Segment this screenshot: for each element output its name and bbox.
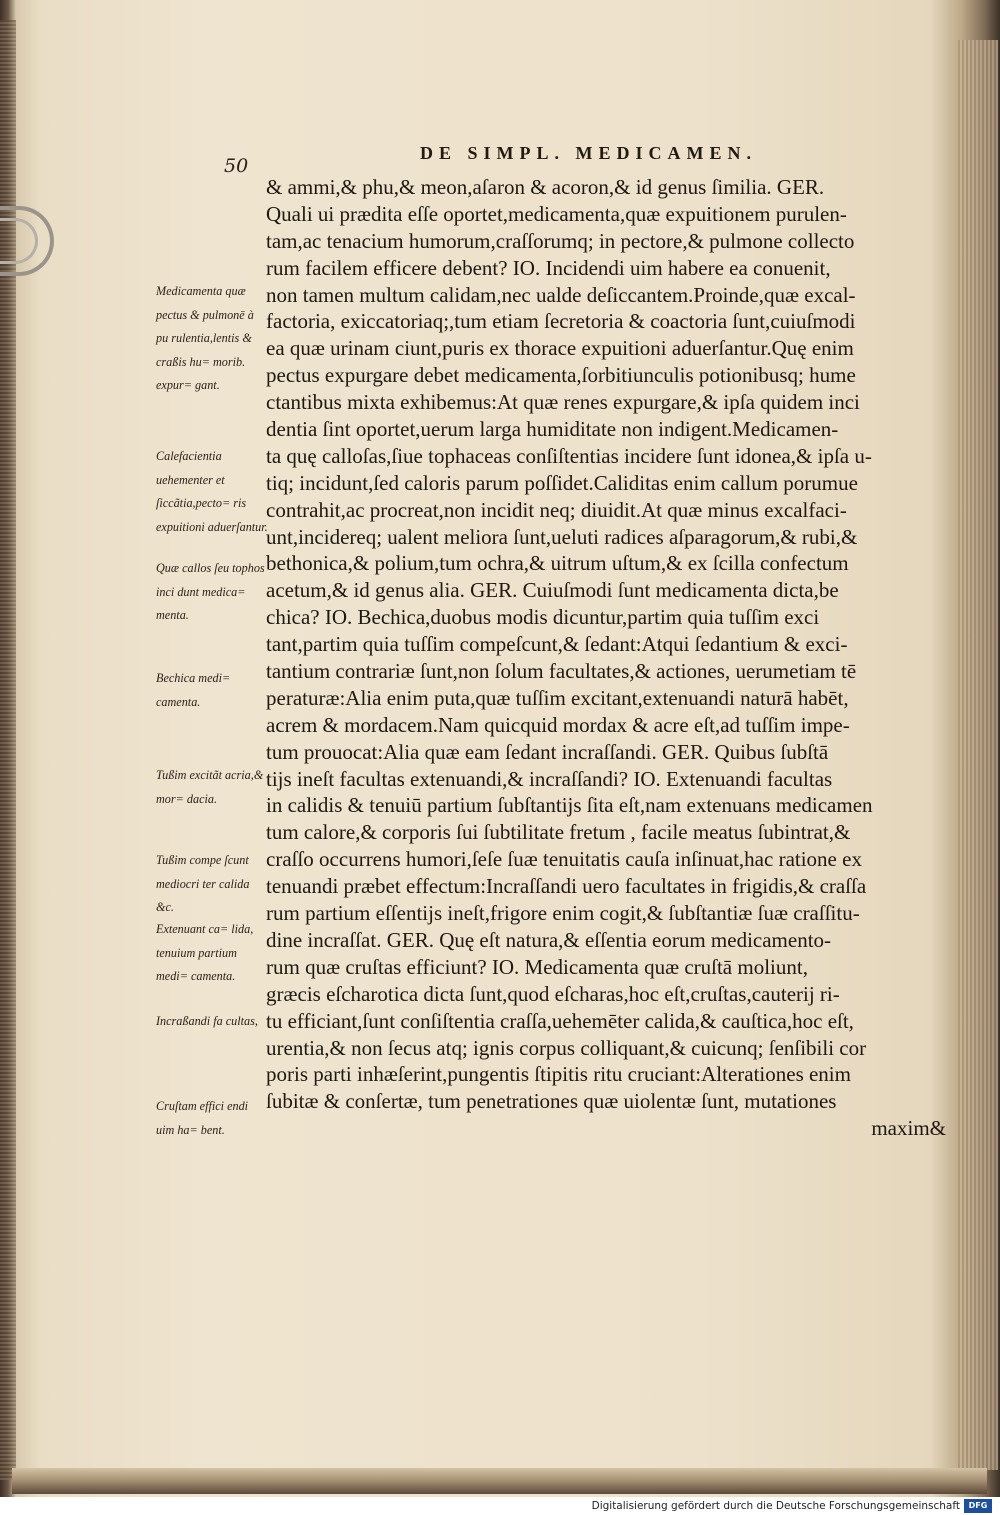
margin-note: Tußim compe ſcunt mediocri ter calida &c. [156,853,250,914]
text-line: tum calore,& corporis ſui ſubtilitate fretum , facile meatus ſubintrat,& [266,820,851,845]
text-line: & ammi,& phu,& meon,aſaron & acoron,& id genus ſimilia. GER. [266,175,825,199]
body-text [266,174,946,1142]
text-line: ctantibus mixta exhibemus:At quæ renes expurgare,& ipſa quidem inci [266,390,860,415]
margin-note: Cruſtam effici endi uim ha= bent. [156,1099,249,1137]
text-line: factoria, exiccatoriaq;,tum etiam ſecretoria & coactoria ſunt,cuiuſmodi [266,309,856,334]
text-line: rum partium eſſentijs ineſt,frigore enim cogit,& ſubſtantiæ ſuæ craſſitu- [266,901,860,926]
page-edge-right [958,40,998,1470]
margin-note: Incraßandi fa cultas, [156,1014,258,1028]
text-line: unt,incidereq; ualent meliora ſunt,ueluti radices aſparagorum,& rubi,& [266,524,858,549]
text-line: Quali ui prædita eſſe oportet,medicamenta,quæ expuitionem purulen- [266,201,847,226]
footer-credit: Digitalisierung gefördert durch die Deutsche Forschungsgemeinschaft [591,1500,960,1512]
page-edge-bottom [12,1468,987,1494]
text-line: tenuandi præbet effectum:Incraſſandi uero facultates in frigidis,& craſſa [266,874,867,899]
margin-note: Bechica medi= camenta. [156,671,231,709]
dfg-logo: DFG [964,1499,992,1513]
text-line: rum facilem efficere debent? IO. Incidendi uim habere ea conuenit, [266,255,831,280]
text-line: tijs ineſt facultas extenuandi,& incraſſandi? IO. Extenuandi facultas [266,766,833,791]
page-number: 50 [224,155,249,177]
text-line: tiq; incidunt,ſed caloris parum poſſidet.Caliditas enim callum porumue [266,470,858,495]
margin-note: Calefacientia uehementer et ſiccãtia,pecto= ris expuitioni aduerſantur. [156,449,268,534]
text-line: ſubitæ & conſertæ, tum penetrationes quæ uiolentæ ſunt, mutationes [266,1089,837,1114]
running-head: DE SIMPL. MEDICAMEN. [420,143,758,163]
text-line: bethonica,& polium,tum ochra,& uitrum uſtum,& ex ſcilla confectum [266,551,849,576]
text-line: tantium contrariæ ſunt,non ſolum facultates,& actiones, uerumetiam tē [266,659,857,684]
text-line: dentia ſint oportet,uerum larga humiditate non indigent.Medicamen- [266,417,839,442]
text-line: græcis eſcharotica dicta ſunt,quod eſcharas,hoc eſt,cruſtas,cauterij ri- [266,981,840,1006]
margin-note: Medicamenta quæ pectus & pulmonē à pu rulentia,lentis & craßis hu= morib. expur= gant. [156,284,254,392]
margin-note: Extenuant ca= lida, tenuium partium medi= camenta. [156,922,254,983]
text-line: contrahit,ac procreat,non incidit neq; diuidit.At quæ minus excalfaci- [266,497,847,522]
text-line: in calidis & tenuiū partium ſubſtantijs ſita eſt,nam extenuans medicamen [266,793,873,818]
text-line: tu efficiant,ſunt conſiſtentia craſſa,uehemēter calida,& cauſtica,hoc eſt, [266,1008,854,1033]
text-line: maxim& [871,1116,946,1141]
margin-note: Tußim excitãt acria,& mor= dacia. [156,768,264,806]
text-line: ta quę calloſas,ſiue tophaceas conſiſtentias incidere ſunt idonea,& ipſa u- [266,443,872,468]
text-line: peraturæ:Alia enim puta,quæ tuſſim excitant,extenuandi naturā habēt, [266,685,849,710]
text-line: craſſo occurrens humori,ſeſe ſuæ tenuitatis cauſa inſinuat,hac ratione ex [266,847,862,872]
text-line: rum quæ cruſtas efficiunt? IO. Medicamenta quæ cruſtā moliunt, [266,954,808,979]
text-line: chica? IO. Bechica,duobus modis dicuntur,partim quia tuſſim exci [266,605,820,630]
text-line: dine incraſſat. GER. Quę eſt natura,& eſſentia eorum medicamento- [266,927,832,952]
text-line: poris parti inhæſerint,pungentis ſtipitis ritu cruciant:Alterationes enim [266,1062,851,1087]
text-line: tam,ac tenacium humorum,craſſorumq; in pectore,& pulmone collecto [266,228,855,253]
text-line: acetum,& id genus alia. GER. Cuiuſmodi ſunt medicamenta dicta,be [266,578,839,603]
text-line: tant,partim quia tuſſim compeſcunt,& ſedant:Atqui ſedantium & exci- [266,632,848,657]
text-line: pectus expurgare debet medicamenta,ſorbitiunculis potionibusq; hume [266,363,856,388]
margin-note: Quæ callos ſeu tophos inci dunt medica= menta. [156,561,265,622]
text-line: urentia,& non ſecus atq; ignis corpus colliquant,& cuicunq; ſenſibili cor [266,1035,867,1060]
text-line: acrem & mordacem.Nam quicquid mordax & acre eſt,ad tuſſim impe- [266,712,850,737]
text-line: tum prouocat:Alia quæ eam ſedant incraſſandi. GER. Quibus ſubſtā [266,739,829,764]
text-line: non tamen multum calidam,nec ualde deſiccantem.Proinde,quæ excal- [266,282,856,307]
text-line: ea quæ urinam ciunt,puris ex thorace expuitioni aduerſantur.Quę enim [266,336,854,361]
